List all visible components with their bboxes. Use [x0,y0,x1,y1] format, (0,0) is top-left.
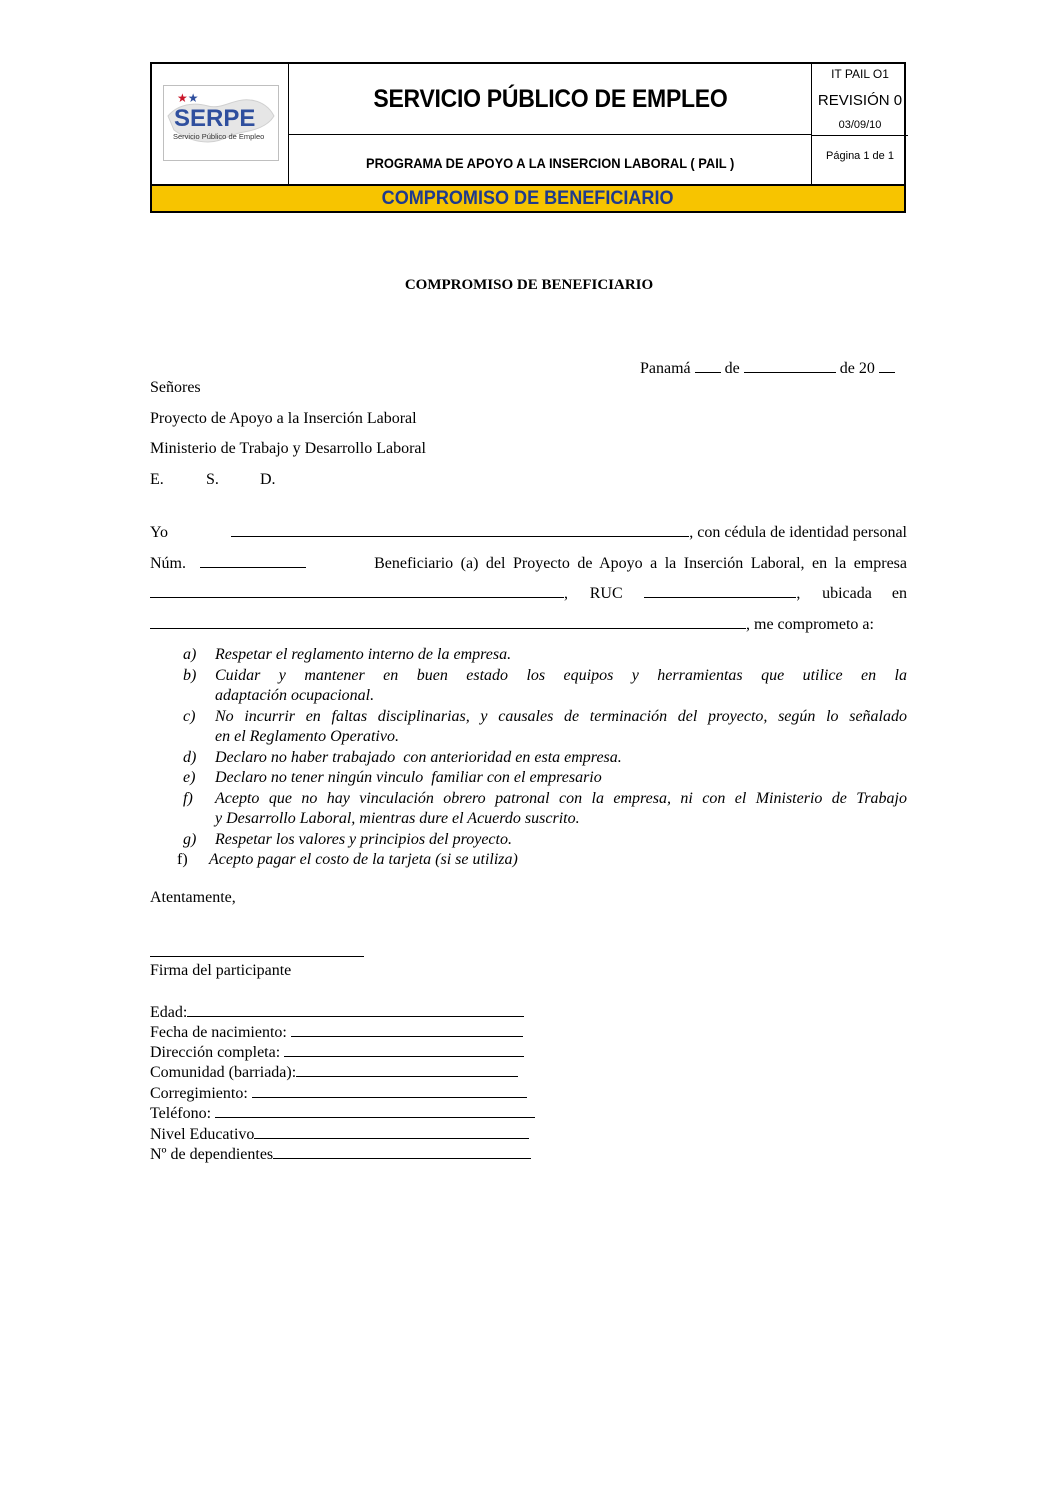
esd-e: E. [150,471,164,488]
ruc-label: RUC [589,585,623,602]
dependents-blank[interactable] [273,1145,531,1159]
list-item: a) Respetar el reglamento interno de la empresa. [183,646,512,663]
closing: Atentamente, [150,889,236,906]
company-blank[interactable] [150,583,564,598]
list-item: f) Acepto que no hay vinculación obrero patronal con la empresa, ni con el Ministerio de Trabajo [183,789,907,807]
program-name: PROGRAMA DE APOYO A LA INSERCION LABORAL ( PAIL ) [365,154,735,171]
title-cell [289,64,812,135]
month-blank[interactable] [744,358,836,373]
serpe-logo [163,85,279,161]
list-item: g) Respetar los valores y principios del proyecto. [183,830,512,848]
list-item-continuation: y Desarrollo Laboral, mientras dure el Acuerdo suscrito. [215,810,580,827]
address-field: Dirección completa: [150,1043,524,1062]
esd-d: D. [260,471,276,488]
revision-cell [812,64,908,136]
page-number: Página 1 de 1 [826,150,894,162]
ruc-sep: , [564,585,568,602]
phone-field: Teléfono: [150,1104,535,1123]
list-item-continuation: adaptación ocupacional. [215,687,375,704]
paragraph-line-2 [150,553,907,573]
cedula-text: , con cédula de identidad personal [689,524,907,541]
education-blank[interactable] [254,1125,529,1139]
yo-label: Yo [150,524,168,541]
district-blank[interactable] [252,1084,527,1098]
title-band [152,184,904,211]
full-address-blank[interactable] [284,1043,524,1057]
band-title: COMPROMISO DE BENEFICIARIO [382,187,674,209]
district-field: Corregimiento: [150,1084,527,1103]
date-de-2: de 20 [839,360,875,377]
beneficiario-text: Beneficiario (a) del Proyecto de Apoyo a la Inserción Laboral, en la empresa [374,555,907,572]
logo-wordmark: SERPE [174,105,256,132]
list-item-continuation: en el Reglamento Operativo. [215,728,399,745]
age-blank[interactable] [187,1003,524,1017]
logo-cell [152,64,289,184]
date-de-1: de [724,360,740,377]
document-title: SERVICIO PÚBLICO DE EMPLEO [372,84,728,113]
commitments-list [177,645,907,871]
paragraph-line-1 [150,522,907,542]
addressee-line-1: Señores [150,379,201,396]
education-field: Nivel Educativo [150,1125,529,1144]
date-city: Panamá [640,360,691,377]
logo-subtitle: Servicio Público de Empleo [173,132,265,141]
address-blank[interactable] [150,614,746,629]
addressee-line-3: Ministerio de Trabajo y Desarrollo Laboral [150,440,426,457]
stars-icon: ★★ [177,91,199,105]
dependents-field: Nº de dependientes [150,1145,531,1164]
list-item: f) Acepto pagar el costo de la tarjeta (si se utiliza) [177,851,518,868]
list-item: c) No incurrir en faltas disciplinarias, y causales de terminación del proyecto, según lo señalado [183,707,907,725]
esd-s: S. [206,471,219,488]
community-field: Comunidad (barriada): [150,1063,518,1082]
birthdate-field: Fecha de nacimiento: [150,1023,523,1042]
document-header [150,62,906,213]
list-item: d) Declaro no haber trabajado con anterioridad en esta empresa. [183,748,622,766]
birthdate-blank[interactable] [291,1023,523,1037]
id-number-blank[interactable] [200,553,306,568]
year-blank[interactable] [879,358,895,373]
list-item: e) Declaro no tener ningún vinculo familiar con el empresario [183,769,602,786]
revision-number: REVISIÓN 0 [817,92,903,109]
ubicada-sep: , [796,585,801,602]
signature-label: Firma del participante [150,962,292,979]
comprometo-text: , me comprometo a: [746,616,874,633]
community-blank[interactable] [296,1063,518,1077]
ruc-blank[interactable] [644,583,796,598]
program-cell [289,135,812,184]
revision-date: 03/09/10 [838,119,882,131]
page-heading: COMPROMISO DE BENEFICIARIO [404,277,654,293]
name-blank[interactable] [231,522,689,537]
ubicada-text: ubicada en [822,585,907,602]
signature-line[interactable] [150,956,364,957]
age-field: Edad: [150,1003,524,1022]
date-line [640,358,895,378]
list-item: b) Cuidar y mantener en buen estado los equipos y herramientas que utilice en la [183,666,907,684]
addressee-line-2: Proyecto de Apoyo a la Inserción Laboral [150,410,417,427]
day-blank[interactable] [695,358,721,373]
document-code: IT PAIL O1 [831,67,889,81]
paragraph-line-4 [150,614,874,634]
phone-blank[interactable] [215,1104,535,1118]
num-label: Núm. [150,555,186,572]
paragraph-line-3 [150,583,907,603]
